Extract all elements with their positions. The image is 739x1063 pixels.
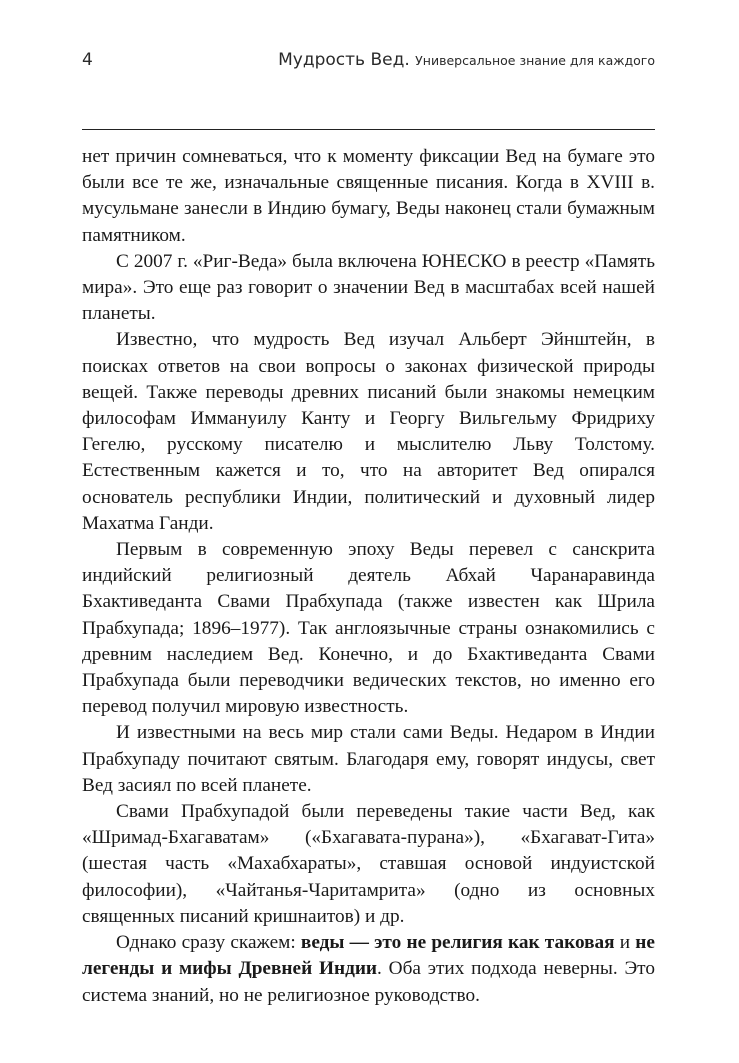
- paragraph-7-middle: и: [614, 932, 636, 954]
- emphasis-not-legends: не легенды и мифы Древней Индии: [82, 932, 655, 980]
- paragraph-5: И известными на весь мир стали сами Веды. Недаром в Индии Прабхупаду почитают святым. Благодаря ему, говорят индусы, свет Вед засиял по всей планете.: [82, 722, 655, 796]
- running-header: [82, 50, 655, 76]
- header-rule: [82, 129, 655, 130]
- book-page: [82, 50, 655, 1006]
- paragraph-7-intro: Однако сразу скажем:: [116, 932, 301, 954]
- running-title: [278, 50, 655, 70]
- paragraph-7: [82, 930, 655, 1009]
- paragraph-3: Известно, что мудрость Вед изучал Альберт Эйнштейн, в поисках ответов на свои вопросы о законах физической природы вещей. Также переводы древних писаний были знакомы немецким философам Иммануилу Канту и Георгу Вильгельму Фридриху Гегелю, русскому писателю и мыслителю Льву Толстому. Естественным кажется и то, что на авторитет Вед опирался основатель республики Индии, политический и духовный лидер Махатма Ганди.: [82, 329, 655, 534]
- paragraph-6: Свами Прабхупадой были переведены такие части Вед, как «Шримад-Бхагаватам» («Бхагавата-пурана»), «Бхагават-Гита» (шестая часть «Махабхараты», ставшая основой индуистской философии), «Чайтанья-Чаритамрита» (одно из основных священных писаний кришнаитов) и др.: [82, 801, 655, 927]
- paragraph-2: С 2007 г. «Риг-Веда» была включена ЮНЕСКО в реестр «Память мира». Это еще раз говорит о значении Вед в масштабах всей нашей планеты.: [82, 250, 655, 325]
- page-number: 4: [82, 50, 93, 70]
- book-title: Мудрость Вед.: [278, 50, 410, 70]
- emphasis-not-religion: веды — это не религия как таковая: [300, 932, 615, 954]
- paragraph-7-outro: . Оба этих подхода неверны. Это система знаний, но не религиозное руководство.: [82, 958, 655, 1006]
- book-subtitle: Универсальное знание для каждого: [415, 53, 655, 68]
- paragraph-4: Первым в современную эпоху Веды перевел с санскрита индийский религиозный деятель Абхай Чаранаравинда Бхактиведанта Свами Прабхупада (также известен как Шрила Прабхупада; 1896–1977). Так англоязычные страны ознакомились с древним наследием Вед. Конечно, и до Бхактиведанта Свами Прабхупада были переводчики ведических текстов, но именно его перевод получил мировую известность.: [82, 539, 655, 718]
- body-text: [82, 144, 655, 1009]
- paragraph-1: нет причин сомневаться, что к моменту фиксации Вед на бумаге это были все те же, изначальные священные писания. Когда в XVIII в. мусульмане занесли в Индию бумагу, Веды наконец стали бумажным памятником.: [82, 146, 655, 246]
